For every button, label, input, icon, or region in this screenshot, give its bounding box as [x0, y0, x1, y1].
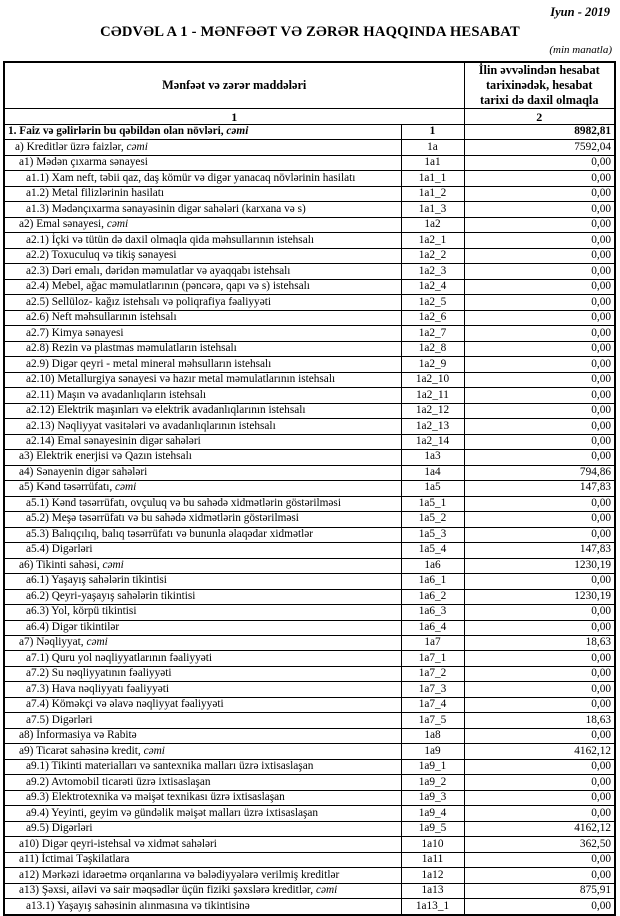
item-label: a4) Sənayenin digər sahələri [4, 465, 401, 480]
item-value: 4162,12 [464, 744, 615, 759]
item-value: 0,00 [464, 868, 615, 883]
item-label: a5.4) Digərləri [4, 543, 401, 558]
item-code: 1a2_14 [401, 434, 464, 449]
table-row [4, 821, 615, 836]
item-code: 1a2_4 [401, 279, 464, 294]
item-value: 0,00 [464, 899, 615, 915]
item-value: 0,00 [464, 806, 615, 821]
item-code: 1a6_4 [401, 620, 464, 635]
table-head [4, 62, 615, 125]
table-row [4, 666, 615, 681]
item-label: a6.1) Yaşayış sahələrin tikintisi [4, 574, 401, 589]
item-label: a2.6) Neft məhsullarının istehsalı [4, 310, 401, 325]
table-row [4, 496, 615, 511]
item-value: 0,00 [464, 295, 615, 310]
item-label: a2.11) Maşın və avadanlıqların istehsalı [4, 388, 401, 403]
item-label: a9.3) Elektrotexnika və məişət texnikası üzrə ixtisaslaşan [4, 790, 401, 805]
item-label: a) Kreditlər üzrə faizlər, cəmi [4, 140, 401, 155]
table-row [4, 868, 615, 883]
item-code: 1a2_2 [401, 248, 464, 263]
item-code: 1a8 [401, 728, 464, 743]
item-code: 1a5_3 [401, 527, 464, 542]
item-label: a11) İctimai Təşkilatlara [4, 852, 401, 867]
table-row [4, 759, 615, 774]
item-label: a5.1) Kənd təsərrüfatı, ovçuluq və bu sahədə xidmətlərin göstərilməsi [4, 496, 401, 511]
item-label: a2) Emal sənayesi, cəmi [4, 217, 401, 232]
item-value: 0,00 [464, 171, 615, 186]
item-code: 1a11 [401, 852, 464, 867]
item-label: a7.2) Su nəqliyyatının fəaliyyəti [4, 666, 401, 681]
table-row [4, 403, 615, 418]
table-row [4, 341, 615, 356]
table-row [4, 419, 615, 434]
item-label: a9.5) Digərləri [4, 821, 401, 836]
item-value: 0,00 [464, 496, 615, 511]
item-code: 1a6 [401, 558, 464, 573]
item-code: 1a6_3 [401, 605, 464, 620]
item-code: 1a6_1 [401, 574, 464, 589]
item-label: a2.12) Elektrik maşınları və elektrik avadanlıqlarının istehsalı [4, 403, 401, 418]
table-row [4, 202, 615, 217]
item-value: 18,63 [464, 713, 615, 728]
item-value: 0,00 [464, 357, 615, 372]
item-label: a13) Şəxsi, ailəvi və sair məqsədlər üçün fiziki şəxslərə kreditlər, cəmi [4, 883, 401, 898]
table-row [4, 682, 615, 697]
item-code: 1a2_8 [401, 341, 464, 356]
item-value: 0,00 [464, 852, 615, 867]
table-row [4, 310, 615, 325]
item-value: 0,00 [464, 697, 615, 712]
item-label: a6.2) Qeyri-yaşayış sahələrin tikintisi [4, 589, 401, 604]
item-value: 0,00 [464, 605, 615, 620]
column-number-value: 2 [464, 109, 615, 125]
item-value: 0,00 [464, 527, 615, 542]
table-row [4, 264, 615, 279]
item-value: 0,00 [464, 248, 615, 263]
item-code: 1a2_7 [401, 326, 464, 341]
item-value: 0,00 [464, 372, 615, 387]
table-row [4, 558, 615, 573]
item-label: a6.4) Digər tikintilər [4, 620, 401, 635]
item-value: 0,00 [464, 512, 615, 527]
item-code: 1a9 [401, 744, 464, 759]
item-label: a7.1) Quru yol nəqliyyatlarının fəaliyyəti [4, 651, 401, 666]
item-code: 1a1_2 [401, 186, 464, 201]
item-value: 362,50 [464, 837, 615, 852]
table-row [4, 543, 615, 558]
table-row [4, 125, 615, 140]
table-row [4, 697, 615, 712]
item-label: a9.2) Avtomobil ticarəti üzrə ixtisaslaşan [4, 775, 401, 790]
item-label: a13.1) Yaşayış sahəsinin alınmasına və tikintisinə [4, 899, 401, 915]
item-value: 875,91 [464, 883, 615, 898]
item-code: 1a5_2 [401, 512, 464, 527]
item-label: a3) Elektrik enerjisi və Qazın istehsalı [4, 450, 401, 465]
table-row [4, 527, 615, 542]
item-label: a2.1) İçki və tütün də daxil olmaqla qida məhsullarının istehsalı [4, 233, 401, 248]
item-code: 1a2_10 [401, 372, 464, 387]
item-code: 1 [401, 125, 464, 140]
item-value: 0,00 [464, 233, 615, 248]
item-code: 1a12 [401, 868, 464, 883]
item-value: 0,00 [464, 790, 615, 805]
item-code: 1a7_2 [401, 666, 464, 681]
item-value: 0,00 [464, 403, 615, 418]
item-value: 1230,19 [464, 589, 615, 604]
table-row [4, 279, 615, 294]
table-row [4, 713, 615, 728]
item-label: a9.1) Tikinti materialları və santexnika malları üzrə ixtisaslaşan [4, 759, 401, 774]
item-label: a7) Nəqliyyat, cəmi [4, 635, 401, 650]
item-code: 1a9_2 [401, 775, 464, 790]
item-code: 1a7_1 [401, 651, 464, 666]
table-row [4, 852, 615, 867]
item-value: 0,00 [464, 217, 615, 232]
item-label: a12) Mərkəzi idarəetmə orqanlarına və bələdiyyələrə verilmiş kreditlər [4, 868, 401, 883]
item-label: a7.5) Digərləri [4, 713, 401, 728]
item-label: 1. Faiz və gəlirlərin bu qəbildən olan növləri, cəmi [4, 125, 401, 140]
item-label: a5.2) Meşə təsərrüfatı və bu sahədə xidmətlərin göstərilməsi [4, 512, 401, 527]
table-row [4, 171, 615, 186]
table-row [4, 140, 615, 155]
item-code: 1a [401, 140, 464, 155]
table-row [4, 481, 615, 496]
item-value: 4162,12 [464, 821, 615, 836]
item-code: 1a2_6 [401, 310, 464, 325]
item-label: a6) Tikinti sahəsi, cəmi [4, 558, 401, 573]
table-row [4, 233, 615, 248]
item-code: 1a9_4 [401, 806, 464, 821]
item-value: 0,00 [464, 264, 615, 279]
item-value: 0,00 [464, 450, 615, 465]
item-label: a5.3) Balıqçılıq, balıq təsərrüfatı və bununla əlaqədar xidmətlər [4, 527, 401, 542]
item-label: a2.7) Kimya sənayesi [4, 326, 401, 341]
item-label: a10) Digər qeyri-istehsal və xidmət sahələri [4, 837, 401, 852]
item-label: a9.4) Yeyinti, geyim və gündəlik məişət malları üzrə ixtisaslaşan [4, 806, 401, 821]
item-label: a1.3) Mədənçıxarma sənayəsinin digər sahələri (karxana və s) [4, 202, 401, 217]
table-row [4, 248, 615, 263]
table-row [4, 326, 615, 341]
table-row [4, 899, 615, 915]
item-value: 0,00 [464, 202, 615, 217]
item-label: a1.2) Metal filizlərinin hasilatı [4, 186, 401, 201]
item-label: a2.4) Mebel, ağac məmulatlarının (pəncərə, qapı və s) istehsalı [4, 279, 401, 294]
item-label: a2.13) Nəqliyyat vasitələri və avadanlıqlarının istehsalı [4, 419, 401, 434]
table-row [4, 434, 615, 449]
item-value: 147,83 [464, 481, 615, 496]
item-label: a2.2) Toxuculuq və tikiş sənayesi [4, 248, 401, 263]
table-row [4, 465, 615, 480]
item-value: 18,63 [464, 635, 615, 650]
table-row [4, 217, 615, 232]
item-label: a7.3) Hava nəqliyyatı fəaliyyəti [4, 682, 401, 697]
item-code: 1a5 [401, 481, 464, 496]
item-value: 0,00 [464, 651, 615, 666]
item-code: 1a1_3 [401, 202, 464, 217]
table-row [4, 589, 615, 604]
table-row [4, 295, 615, 310]
item-code: 1a4 [401, 465, 464, 480]
item-value: 7592,04 [464, 140, 615, 155]
item-label: a2.8) Rezin və plastmas məmulatların istehsalı [4, 341, 401, 356]
item-code: 1a2_12 [401, 403, 464, 418]
item-code: 1a7 [401, 635, 464, 650]
table-row [4, 512, 615, 527]
table-row [4, 651, 615, 666]
item-code: 1a13 [401, 883, 464, 898]
report-table-body [4, 125, 615, 915]
table-row [4, 806, 615, 821]
item-value: 0,00 [464, 155, 615, 170]
table-row [4, 790, 615, 805]
table-row [4, 620, 615, 635]
item-code: 1a7_5 [401, 713, 464, 728]
table-row [4, 883, 615, 898]
table-column-number-row [4, 109, 615, 125]
item-code: 1a2_13 [401, 419, 464, 434]
item-value: 0,00 [464, 341, 615, 356]
item-label: a6.3) Yol, körpü tikintisi [4, 605, 401, 620]
table-row [4, 186, 615, 201]
profit-loss-table [3, 61, 616, 916]
table-row [4, 775, 615, 790]
item-value: 0,00 [464, 434, 615, 449]
item-value: 0,00 [464, 620, 615, 635]
item-value: 147,83 [464, 543, 615, 558]
item-label: a5) Kənd təsərrüfatı, cəmi [4, 481, 401, 496]
table-row [4, 155, 615, 170]
column-header-value: İlin əvvəlindən hesabat tarixinədək, hesabat tarixi də daxil olmaqla [464, 62, 615, 109]
item-code: 1a2_9 [401, 357, 464, 372]
item-value: 0,00 [464, 388, 615, 403]
item-label: a2.10) Metallurgiya sənayesi və hazır metal məmulatlarının istehsalı [4, 372, 401, 387]
item-code: 1a1 [401, 155, 464, 170]
table-row [4, 837, 615, 852]
item-value: 0,00 [464, 310, 615, 325]
item-code: 1a1_1 [401, 171, 464, 186]
page-title: CƏDVƏL A 1 - MƏNFƏƏT VƏ ZƏRƏR HAQQINDA HESABAT [100, 24, 520, 40]
table-row [4, 357, 615, 372]
item-label: a1) Mədən çıxarma sənayesi [4, 155, 401, 170]
item-label: a2.5) Sellüloz- kağız istehsalı və poliqrafiya fəaliyyəti [4, 295, 401, 310]
item-code: 1a6_2 [401, 589, 464, 604]
item-value: 0,00 [464, 279, 615, 294]
item-code: 1a13_1 [401, 899, 464, 915]
item-code: 1a3 [401, 450, 464, 465]
table-row [4, 744, 615, 759]
item-value: 0,00 [464, 326, 615, 341]
column-number-items: 1 [4, 109, 464, 125]
table-row [4, 635, 615, 650]
item-label: a2.3) Dəri emalı, dəridən məmulatlar və ayaqqabı istehsalı [4, 264, 401, 279]
item-value: 0,00 [464, 419, 615, 434]
item-code: 1a2_11 [401, 388, 464, 403]
item-label: a1.1) Xam neft, təbii qaz, daş kömür və digər yanacaq növlərinin hasilatı [4, 171, 401, 186]
item-code: 1a9_1 [401, 759, 464, 774]
table-row [4, 450, 615, 465]
item-code: 1a2_5 [401, 295, 464, 310]
table-row [4, 388, 615, 403]
item-value: 0,00 [464, 666, 615, 681]
item-label: a2.14) Emal sənayesinin digər sahələri [4, 434, 401, 449]
item-code: 1a5_1 [401, 496, 464, 511]
item-code: 1a2 [401, 217, 464, 232]
item-value: 0,00 [464, 759, 615, 774]
table-row [4, 728, 615, 743]
item-label: a8) İnformasiya və Rabitə [4, 728, 401, 743]
item-value: 8982,81 [464, 125, 615, 140]
report-date: Iyun - 2019 [550, 5, 610, 19]
item-label: a9) Ticarət sahəsinə kredit, cəmi [4, 744, 401, 759]
item-value: 0,00 [464, 775, 615, 790]
item-code: 1a9_5 [401, 821, 464, 836]
item-value: 0,00 [464, 682, 615, 697]
item-code: 1a2_1 [401, 233, 464, 248]
table-row [4, 574, 615, 589]
table-header-row [4, 62, 615, 109]
item-label: a2.9) Digər qeyri - metal mineral məhsulların istehsalı [4, 357, 401, 372]
item-label: a7.4) Köməkçi və əlavə nəqliyyat fəaliyyəti [4, 697, 401, 712]
table-row [4, 372, 615, 387]
item-code: 1a2_3 [401, 264, 464, 279]
item-value: 1230,19 [464, 558, 615, 573]
unit-note: (min manatla) [549, 44, 612, 56]
item-value: 0,00 [464, 728, 615, 743]
item-value: 794,86 [464, 465, 615, 480]
item-value: 0,00 [464, 186, 615, 201]
item-value: 0,00 [464, 574, 615, 589]
table-row [4, 605, 615, 620]
item-code: 1a7_4 [401, 697, 464, 712]
column-header-items: Mənfəət və zərər maddələri [4, 62, 464, 109]
item-code: 1a7_3 [401, 682, 464, 697]
item-code: 1a5_4 [401, 543, 464, 558]
item-code: 1a9_3 [401, 790, 464, 805]
item-code: 1a10 [401, 837, 464, 852]
